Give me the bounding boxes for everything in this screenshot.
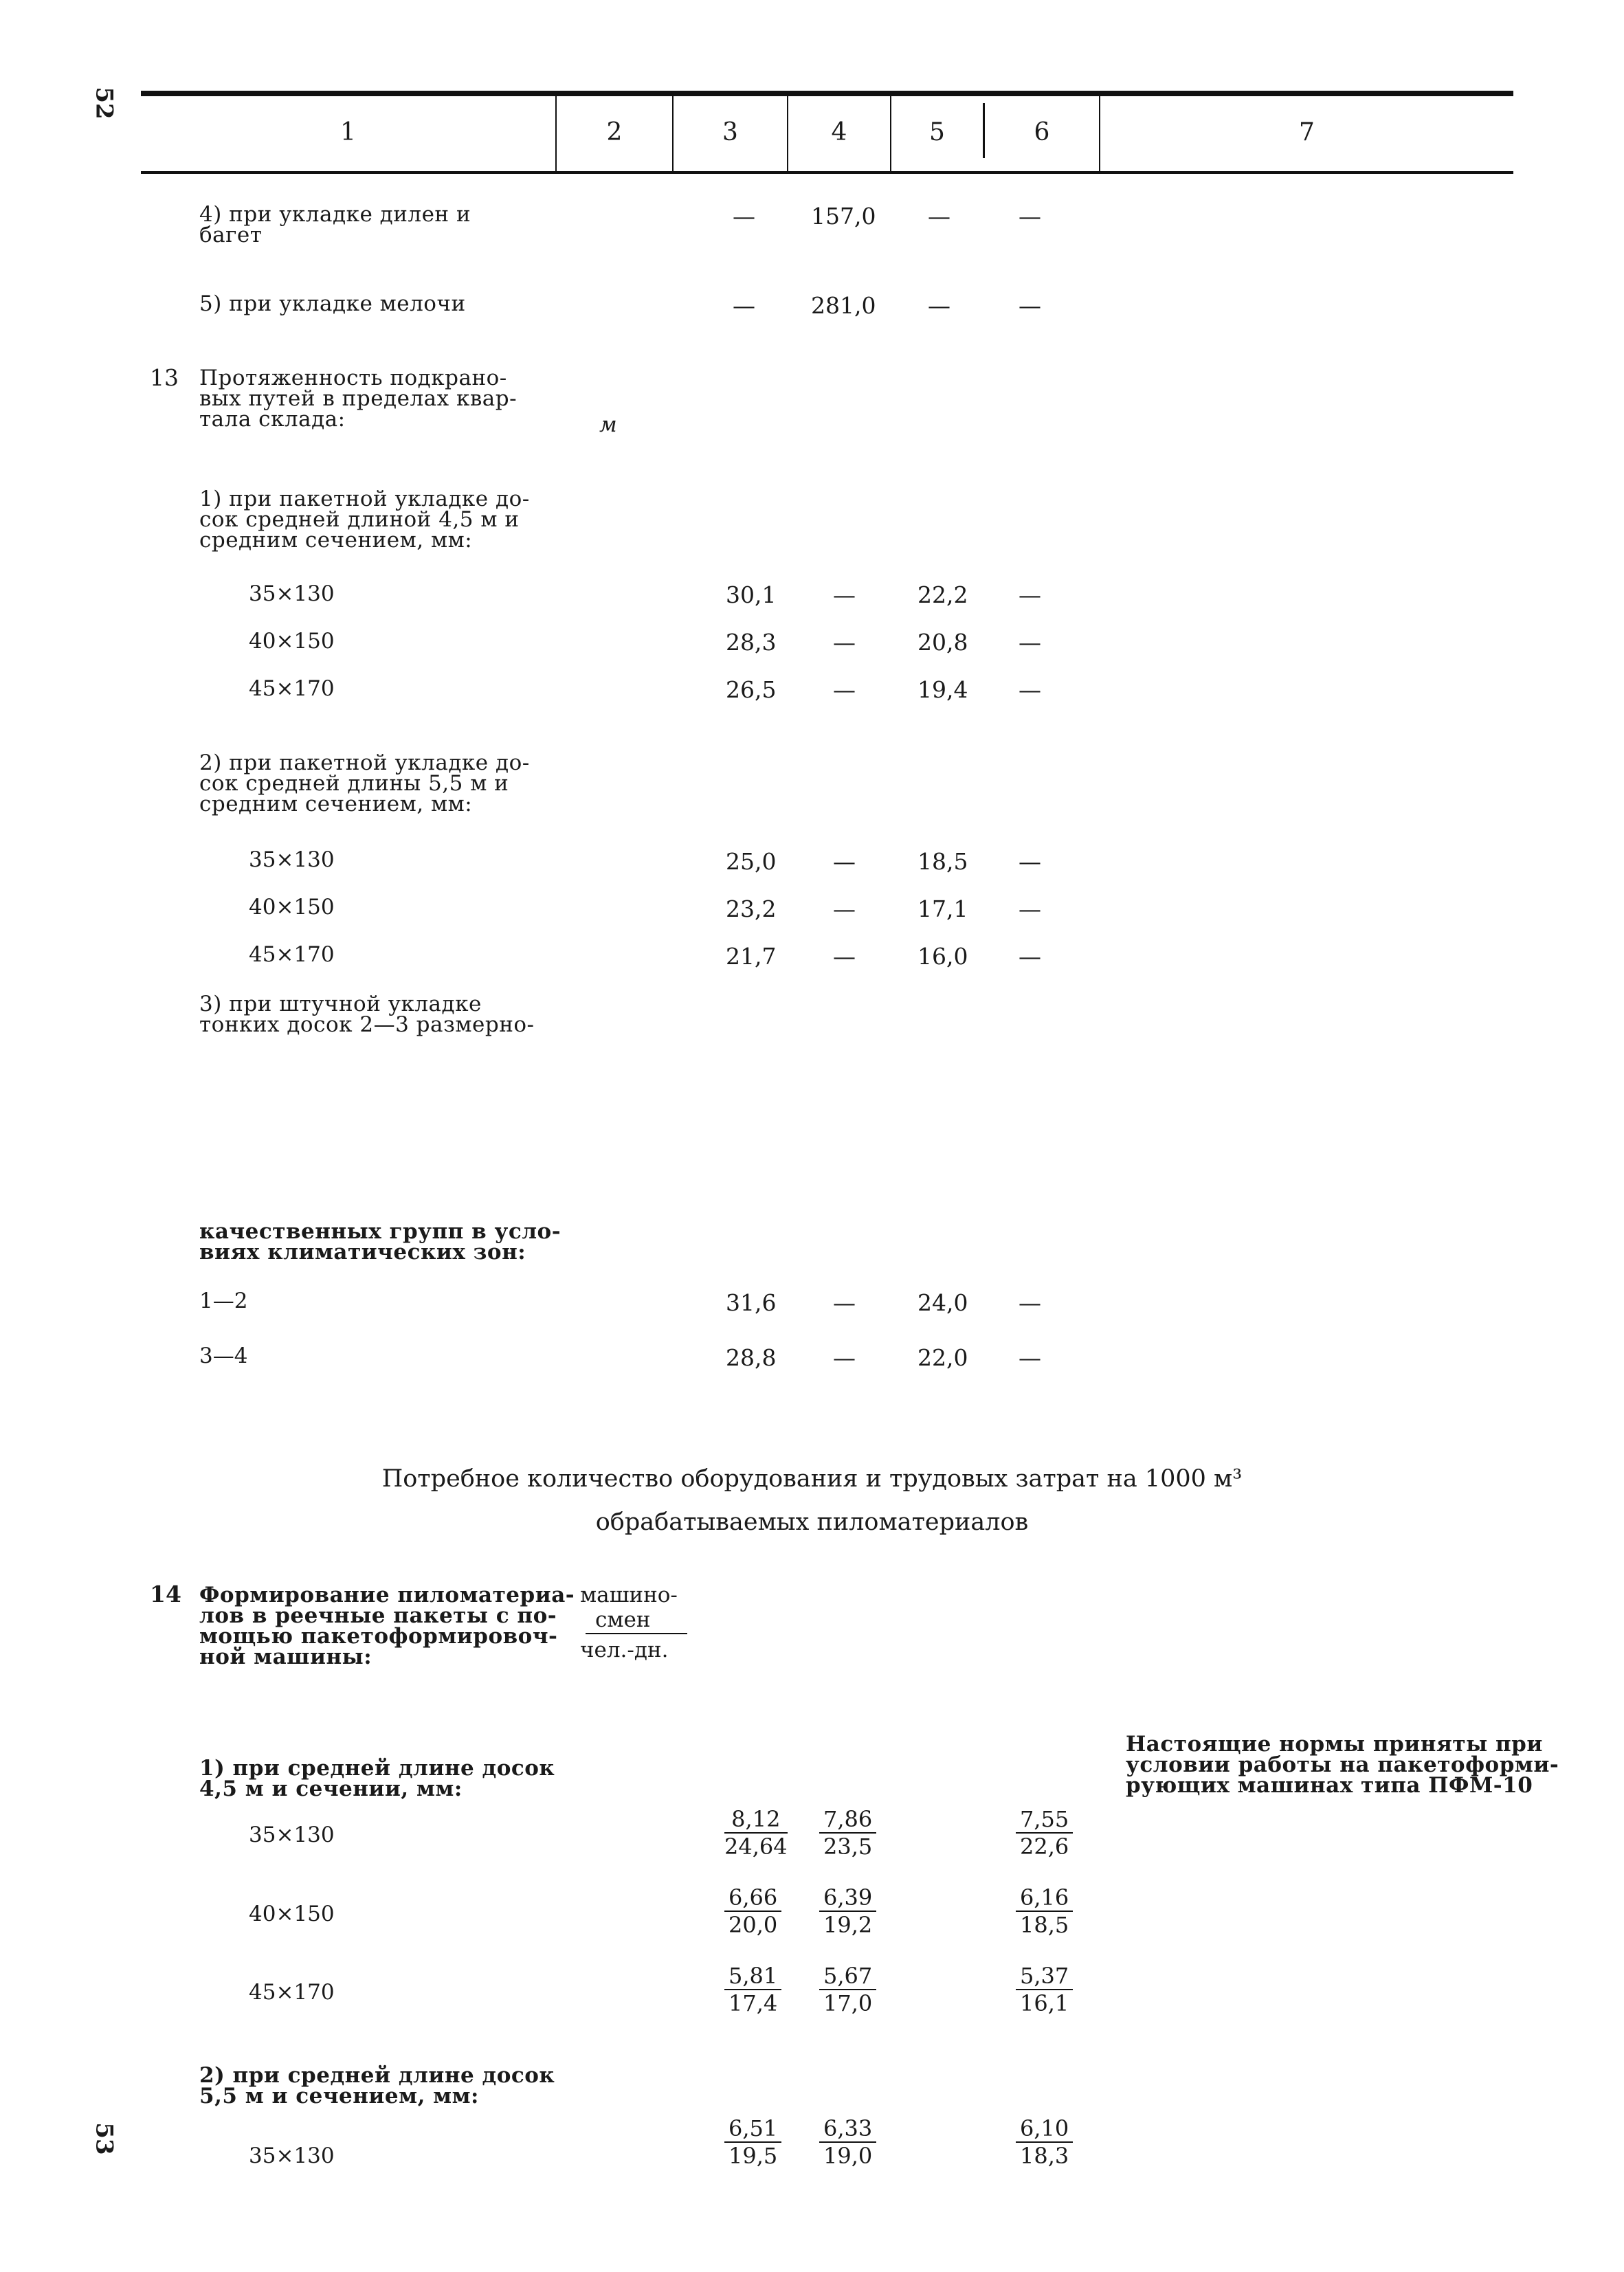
cell-col6: $\frac{5,37}{16,1}$: [1016, 1964, 1073, 2015]
unit-fraction-rule: [586, 1633, 687, 1634]
row-label: 45×170: [249, 676, 335, 701]
cell-col6: $\frac{6,10}{18,3}$: [1016, 2117, 1073, 2168]
row-label: 40×150: [249, 629, 335, 654]
cell-col5: 16,0: [917, 943, 968, 970]
cell-col5: 18,5: [917, 848, 968, 875]
cell-col4: 281,0: [811, 292, 876, 319]
header-top-rule: [141, 91, 1513, 96]
col-header-5: 5: [929, 118, 945, 146]
row-label: 40×150: [249, 1902, 335, 1926]
cell-col4: —: [833, 1344, 856, 1371]
cell-col3: 25,0: [726, 848, 777, 875]
cell-col3: 21,7: [726, 943, 777, 970]
cell-col3: $\frac{6,51}{19,5}$: [724, 2117, 781, 2168]
col-header-2: 2: [606, 118, 623, 146]
row-label: 35×130: [249, 2143, 335, 2168]
col-header-6: 6: [1034, 118, 1050, 146]
row-label: 1—2: [199, 1289, 248, 1313]
cell-col3: 28,8: [726, 1344, 777, 1371]
cell-col3: $\frac{6,66}{20,0}$: [724, 1886, 781, 1937]
cell-col3: 30,1: [726, 581, 777, 608]
cell-col3: $\frac{8,12}{24,64}$: [724, 1806, 788, 1860]
cell-col4: —: [833, 848, 856, 875]
cell-col5: 17,1: [917, 895, 968, 922]
unit-bottom: чел.-дн.: [580, 1638, 669, 1662]
cell-col4: $\frac{5,67}{17,0}$: [819, 1964, 876, 2015]
cell-col5: 22,2: [917, 581, 968, 608]
row-label: 45×170: [249, 1980, 335, 2005]
cell-col4: —: [833, 943, 856, 970]
cell-col6: —: [1019, 581, 1041, 608]
col-header-3: 3: [722, 118, 738, 146]
row-label: 45×170: [249, 942, 335, 967]
cell-col6: —: [1019, 203, 1041, 230]
cell-col4: —: [833, 895, 856, 922]
cell-col6: —: [1019, 848, 1041, 875]
unit-middle: смен: [595, 1607, 651, 1632]
row-label: 35×130: [249, 847, 335, 872]
row-label: 5) при укладке мелочи: [199, 291, 466, 316]
col-header-4: 4: [831, 118, 847, 146]
cell-col6: —: [1019, 943, 1041, 970]
row-label: 35×130: [249, 581, 335, 606]
cell-col6: —: [1019, 292, 1041, 319]
row-label: Протяженность подкрано- вых путей в пределах квар- тала склада:: [199, 366, 518, 432]
cell-col3: 23,2: [726, 895, 777, 922]
cell-col3: —: [733, 203, 755, 230]
group-label: 1) при пакетной укладке до- сок средней длиной 4,5 м и средним сечением, мм:: [199, 487, 530, 553]
group-label: 2) при пакетной укладке до- сок средней длины 5,5 м и средним сечением, мм:: [199, 750, 530, 816]
cell-col6: —: [1019, 1289, 1041, 1316]
note-text: Настоящие нормы приняты при условии работы на пакетоформи- рующих машинах типа ПФМ-10: [1126, 1732, 1559, 1798]
item-number: 13: [150, 364, 179, 391]
cell-col4: $\frac{7,86}{23,5}$: [819, 1807, 876, 1858]
cell-col5: 24,0: [917, 1289, 968, 1316]
row-label: 40×150: [249, 895, 335, 920]
item-number: 14: [150, 1581, 181, 1607]
cell-col6: $\frac{6,16}{18,5}$: [1016, 1886, 1073, 1937]
cell-col4: —: [833, 1289, 856, 1316]
group-label-continued: качественных групп в усло- виях климатических зон:: [199, 1219, 561, 1265]
cell-col5: 19,4: [917, 676, 968, 703]
unit: м: [599, 412, 617, 437]
cell-col3: 28,3: [726, 629, 777, 656]
cell-col4: $\frac{6,33}{19,0}$: [819, 2117, 876, 2168]
cell-col4: —: [833, 581, 856, 608]
page-number-top: 52: [90, 87, 118, 120]
cell-col6: —: [1019, 629, 1041, 656]
cell-col3: —: [733, 292, 755, 319]
cell-col4: 157,0: [811, 203, 876, 230]
cell-col6: —: [1019, 895, 1041, 922]
cell-col4: $\frac{6,39}{19,2}$: [819, 1886, 876, 1937]
group-label: 1) при средней длине досок 4,5 м и сечении, мм:: [199, 1756, 555, 1801]
row-label: 3—4: [199, 1344, 248, 1368]
cell-col6: —: [1019, 1344, 1041, 1371]
cell-col3: 26,5: [726, 676, 777, 703]
col-header-7: 7: [1299, 118, 1315, 146]
cell-col3: 31,6: [726, 1289, 777, 1316]
col-header-1: 1: [340, 118, 356, 146]
cell-col3: $\frac{5,81}{17,4}$: [724, 1964, 781, 2015]
cell-col5: —: [928, 292, 950, 319]
cell-col5: —: [928, 203, 950, 230]
cell-col6: —: [1019, 676, 1041, 703]
unit-top: машино-: [580, 1583, 678, 1607]
row-label: Формирование пиломатериа- лов в реечные пакеты с по- мощью пакетоформировоч- ной машины:: [199, 1583, 575, 1669]
row-label: 35×130: [249, 1823, 335, 1847]
group-label: 3) при штучной укладке тонких досок 2—3 размерно-: [199, 992, 535, 1037]
section-title-line2: обрабатываемых пиломатериалов: [595, 1508, 1029, 1536]
section-title-line1: Потребное количество оборудования и трудовых затрат на 1000 м³: [381, 1465, 1243, 1493]
group-label: 2) при средней длине досок 5,5 м и сечением, мм:: [199, 2063, 555, 2108]
page-number-bottom: 53: [90, 2122, 118, 2155]
cell-col4: —: [833, 629, 856, 656]
row-label: 4) при укладке дилен и багет: [199, 202, 471, 247]
cell-col5: 22,0: [917, 1344, 968, 1371]
cell-col5: 20,8: [917, 629, 968, 656]
header-bottom-rule: [141, 171, 1513, 174]
cell-col6: $\frac{7,55}{22,6}$: [1016, 1807, 1073, 1858]
cell-col4: —: [833, 676, 856, 703]
